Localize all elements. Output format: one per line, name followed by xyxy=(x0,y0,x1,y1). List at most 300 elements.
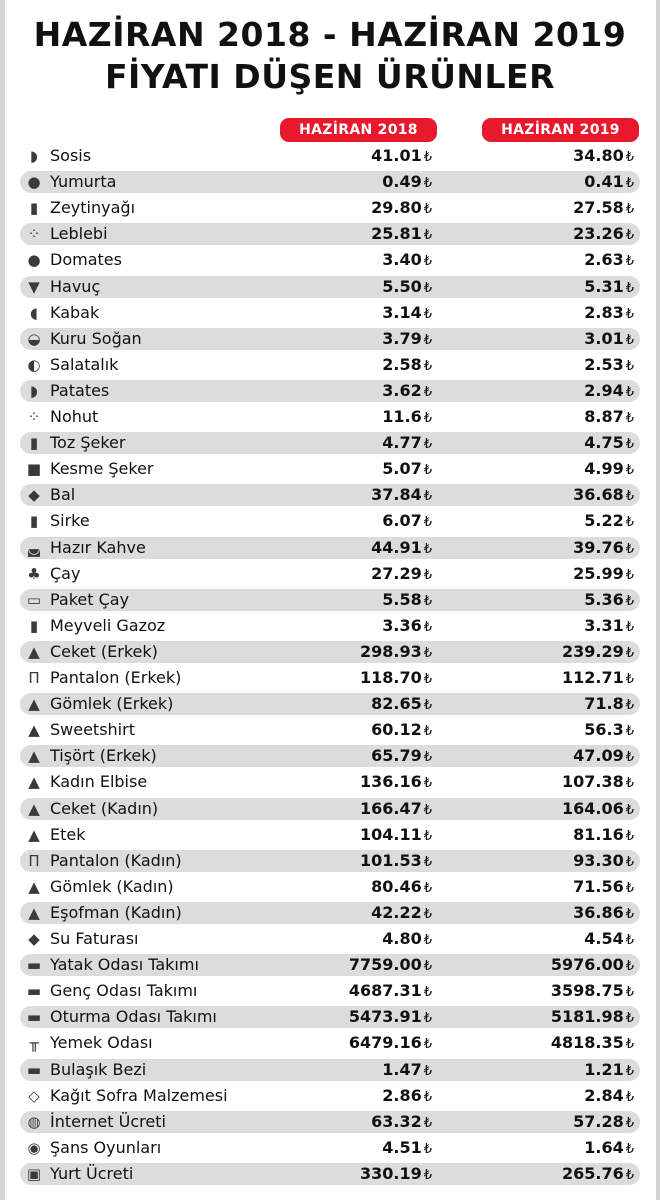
product-name: Çay xyxy=(50,564,81,583)
product-name: Yatak Odası Takımı xyxy=(50,955,199,974)
price-2019 xyxy=(573,745,634,769)
lira-symbol: ₺ xyxy=(625,281,634,296)
globe-icon: ◍ xyxy=(27,1113,41,1131)
price-2019 xyxy=(562,798,634,822)
price-2019-value: 2.84 xyxy=(584,1086,624,1105)
lira-symbol: ₺ xyxy=(625,855,634,870)
dormitory-icon: ▣ xyxy=(26,1165,42,1183)
jacket-icon: ▲ xyxy=(28,643,40,661)
price-2019 xyxy=(562,771,634,795)
price-2018-value: 6.07 xyxy=(382,511,422,530)
row-shade xyxy=(20,484,640,506)
price-2018-value: 3.14 xyxy=(382,303,422,322)
price-2019 xyxy=(551,1032,634,1056)
product-name: Oturma Odası Takımı xyxy=(50,1007,217,1026)
price-2018 xyxy=(360,850,432,874)
price-2019 xyxy=(584,276,634,300)
price-2019 xyxy=(584,510,634,534)
price-2018-value: 118.70 xyxy=(359,668,422,687)
price-2018-value: 2.58 xyxy=(382,355,422,374)
onion-icon: ◒ xyxy=(27,330,41,348)
price-2019 xyxy=(573,484,634,508)
lira-symbol: ₺ xyxy=(625,385,634,400)
product-name: Paket Çay xyxy=(50,590,130,609)
product-name: Kesme Şeker xyxy=(50,459,154,478)
lira-symbol: ₺ xyxy=(423,829,432,844)
price-2019-value: 3598.75 xyxy=(550,981,624,1000)
price-2018-value: 42.22 xyxy=(371,903,422,922)
lira-symbol: ₺ xyxy=(625,933,634,948)
price-2018-value: 44.91 xyxy=(371,538,422,557)
lira-symbol: ₺ xyxy=(423,1116,432,1131)
dining-table-icon: ╥ xyxy=(29,1034,39,1052)
page-title xyxy=(0,14,660,98)
product-name: Hazır Kahve xyxy=(50,538,146,557)
product-name: Yumurta xyxy=(50,172,117,191)
price-2019 xyxy=(584,458,634,482)
price-2018 xyxy=(382,510,432,534)
lira-symbol: ₺ xyxy=(423,307,432,322)
price-2019 xyxy=(584,719,634,743)
price-2018-value: 4687.31 xyxy=(348,981,422,1000)
title-line-1: HAZİRAN 2018 - HAZİRAN 2019 xyxy=(33,15,627,54)
lira-symbol: ₺ xyxy=(625,907,634,922)
price-2019-value: 265.76 xyxy=(561,1164,624,1183)
price-2019-value: 56.3 xyxy=(584,720,624,739)
price-2018-value: 7759.00 xyxy=(348,955,422,974)
price-2018 xyxy=(349,1006,432,1030)
product-name: Gömlek (Kadın) xyxy=(50,877,174,896)
product-name: Ceket (Erkek) xyxy=(50,642,158,661)
lira-symbol: ₺ xyxy=(423,359,432,374)
price-2019-value: 39.76 xyxy=(573,538,624,557)
product-name: Kağıt Sofra Malzemesi xyxy=(50,1086,228,1105)
price-2018 xyxy=(382,615,432,639)
tea-leaf-icon: ♣ xyxy=(27,565,41,583)
lira-symbol: ₺ xyxy=(423,646,432,661)
price-2018-value: 29.80 xyxy=(371,198,422,217)
price-2018-value: 3.36 xyxy=(382,616,422,635)
lira-symbol: ₺ xyxy=(423,489,432,504)
price-2018 xyxy=(382,458,432,482)
price-2019-value: 71.56 xyxy=(573,877,624,896)
product-name: Pantalon (Kadın) xyxy=(50,851,182,870)
lira-symbol: ₺ xyxy=(423,881,432,896)
price-2018 xyxy=(382,928,432,952)
product-name: Su Faturası xyxy=(50,929,139,948)
tracksuit-icon: ▲ xyxy=(28,904,40,922)
price-2019-value: 23.26 xyxy=(573,224,624,243)
price-2018 xyxy=(382,1137,432,1161)
price-2019 xyxy=(573,145,634,169)
lira-symbol: ₺ xyxy=(625,829,634,844)
price-2018-value: 0.49 xyxy=(382,172,422,191)
price-2019-value: 36.68 xyxy=(573,485,624,504)
paper-napkin-icon: ◇ xyxy=(28,1087,40,1105)
lira-symbol: ₺ xyxy=(625,1090,634,1105)
lira-symbol: ₺ xyxy=(625,1037,634,1052)
price-2018 xyxy=(382,589,432,613)
product-name: Nohut xyxy=(50,407,99,426)
lira-symbol: ₺ xyxy=(625,411,634,426)
lira-symbol: ₺ xyxy=(423,803,432,818)
price-2019 xyxy=(584,354,634,378)
lira-symbol: ₺ xyxy=(625,1064,634,1079)
product-name: Meyveli Gazoz xyxy=(50,616,166,635)
price-2019 xyxy=(573,876,634,900)
product-name: Patates xyxy=(50,381,110,400)
lira-symbol: ₺ xyxy=(625,698,634,713)
price-2018-value: 4.51 xyxy=(382,1138,422,1157)
product-name: Ceket (Kadın) xyxy=(50,799,159,818)
sofa-icon: ▬ xyxy=(26,1008,42,1026)
lira-symbol: ₺ xyxy=(423,515,432,530)
lira-symbol: ₺ xyxy=(423,254,432,269)
product-name: Kadın Elbise xyxy=(50,772,148,791)
price-2018 xyxy=(371,693,432,717)
lira-symbol: ₺ xyxy=(423,1142,432,1157)
lira-symbol: ₺ xyxy=(625,150,634,165)
lira-symbol: ₺ xyxy=(423,281,432,296)
lira-symbol: ₺ xyxy=(423,907,432,922)
price-2019 xyxy=(584,171,634,195)
price-2019-value: 5.36 xyxy=(584,590,624,609)
product-name: Kuru Soğan xyxy=(50,329,142,348)
bed-icon: ▬ xyxy=(26,956,42,974)
price-2018-value: 25.81 xyxy=(371,224,422,243)
lira-symbol: ₺ xyxy=(423,228,432,243)
product-name: Havuç xyxy=(50,277,101,296)
price-2019-value: 5.22 xyxy=(584,511,624,530)
lira-symbol: ₺ xyxy=(625,1116,634,1131)
lira-symbol: ₺ xyxy=(423,542,432,557)
price-2018-value: 1.47 xyxy=(382,1060,422,1079)
price-2018 xyxy=(371,197,432,221)
price-2018 xyxy=(371,1111,432,1135)
price-2018 xyxy=(371,537,432,561)
price-2019 xyxy=(584,928,634,952)
lira-symbol: ₺ xyxy=(423,620,432,635)
lira-symbol: ₺ xyxy=(625,202,634,217)
price-2018 xyxy=(360,771,432,795)
price-2018-value: 82.65 xyxy=(371,694,422,713)
product-name: Genç Odası Takımı xyxy=(50,981,198,1000)
price-2019 xyxy=(584,406,634,430)
price-2018-value: 5.07 xyxy=(382,459,422,478)
price-2018 xyxy=(360,824,432,848)
price-2019 xyxy=(584,328,634,352)
price-2019-value: 4.75 xyxy=(584,433,624,452)
lira-symbol: ₺ xyxy=(625,515,634,530)
price-2019 xyxy=(573,850,634,874)
potato-icon: ◗ xyxy=(30,382,38,400)
price-2019 xyxy=(584,302,634,326)
price-2019 xyxy=(584,1059,634,1083)
price-2018 xyxy=(382,328,432,352)
price-2018 xyxy=(360,667,432,691)
lira-symbol: ₺ xyxy=(423,750,432,765)
price-2018-value: 3.62 xyxy=(382,381,422,400)
zucchini-icon: ◖ xyxy=(30,304,38,322)
lira-symbol: ₺ xyxy=(625,959,634,974)
price-2018-value: 6479.16 xyxy=(348,1033,422,1052)
tea-bag-icon: ▭ xyxy=(26,591,42,609)
product-name: Sweetshirt xyxy=(50,720,135,739)
price-2018 xyxy=(371,145,432,169)
price-2019-value: 0.41 xyxy=(584,172,624,191)
price-2018 xyxy=(371,902,432,926)
price-2019-value: 1.21 xyxy=(584,1060,624,1079)
price-2019-value: 93.30 xyxy=(573,851,624,870)
price-2018 xyxy=(371,876,432,900)
row-shade xyxy=(20,276,640,298)
price-2018 xyxy=(371,223,432,247)
price-2019 xyxy=(584,380,634,404)
price-2018-value: 136.16 xyxy=(359,772,422,791)
price-2018 xyxy=(371,719,432,743)
price-2018 xyxy=(382,276,432,300)
shirt-icon: ▲ xyxy=(28,695,40,713)
lira-symbol: ₺ xyxy=(423,776,432,791)
price-2018-value: 101.53 xyxy=(359,851,422,870)
price-2019-value: 71.8 xyxy=(584,694,624,713)
price-2019-value: 112.71 xyxy=(561,668,624,687)
price-2019 xyxy=(584,589,634,613)
lira-symbol: ₺ xyxy=(423,1090,432,1105)
product-name: Eşofman (Kadın) xyxy=(50,903,182,922)
lira-symbol: ₺ xyxy=(625,803,634,818)
price-2018 xyxy=(382,249,432,273)
price-2019-value: 164.06 xyxy=(561,799,624,818)
price-2019-value: 57.28 xyxy=(573,1112,624,1131)
price-2019-value: 3.31 xyxy=(584,616,624,635)
price-2019 xyxy=(584,693,634,717)
price-2019 xyxy=(573,197,634,221)
price-2018-value: 60.12 xyxy=(371,720,422,739)
price-2018 xyxy=(371,563,432,587)
price-2019 xyxy=(584,432,634,456)
price-2018-value: 166.47 xyxy=(359,799,422,818)
price-2018 xyxy=(382,171,432,195)
vinegar-bottle-icon: ▮ xyxy=(29,512,39,530)
price-2018 xyxy=(371,745,432,769)
price-2019-value: 8.87 xyxy=(584,407,624,426)
lira-symbol: ₺ xyxy=(423,933,432,948)
price-2018-value: 65.79 xyxy=(371,746,422,765)
price-2018 xyxy=(349,980,432,1004)
price-2019-value: 239.29 xyxy=(561,642,624,661)
sweatshirt-icon: ▲ xyxy=(28,721,40,739)
product-name: Domates xyxy=(50,250,122,269)
price-2018 xyxy=(382,354,432,378)
chickpea-icon: ⁘ xyxy=(27,408,41,426)
price-2019 xyxy=(573,1111,634,1135)
product-name: Etek xyxy=(50,825,86,844)
product-name: Gömlek (Erkek) xyxy=(50,694,174,713)
row-shade xyxy=(20,380,640,402)
price-2018 xyxy=(382,380,432,404)
price-2018-value: 104.11 xyxy=(359,825,422,844)
price-2019-value: 34.80 xyxy=(573,146,624,165)
price-2019 xyxy=(562,667,634,691)
price-2019 xyxy=(573,223,634,247)
price-2019 xyxy=(584,615,634,639)
price-2018-value: 330.19 xyxy=(359,1164,422,1183)
lira-symbol: ₺ xyxy=(423,463,432,478)
lira-symbol: ₺ xyxy=(625,489,634,504)
price-2018 xyxy=(360,798,432,822)
lira-symbol: ₺ xyxy=(625,333,634,348)
lira-symbol: ₺ xyxy=(423,959,432,974)
egg-icon: ● xyxy=(27,173,41,191)
carrot-icon: ▼ xyxy=(28,278,40,296)
lira-symbol: ₺ xyxy=(625,646,634,661)
price-2019 xyxy=(573,902,634,926)
lira-symbol: ₺ xyxy=(625,228,634,243)
price-2018 xyxy=(382,406,432,430)
price-2019-value: 25.99 xyxy=(573,564,624,583)
price-2019-value: 36.86 xyxy=(573,903,624,922)
price-2019 xyxy=(573,537,634,561)
price-2018 xyxy=(371,484,432,508)
product-name: Kabak xyxy=(50,303,100,322)
price-2019 xyxy=(584,249,634,273)
price-2019 xyxy=(562,1163,634,1187)
dish-cloth-icon: ▬ xyxy=(26,1061,42,1079)
title-line-2: FİYATI DÜŞEN ÜRÜNLER xyxy=(104,57,556,96)
lira-symbol: ₺ xyxy=(625,672,634,687)
olive-oil-icon: ▮ xyxy=(29,199,39,217)
price-2018 xyxy=(349,954,432,978)
lira-symbol: ₺ xyxy=(625,1168,634,1183)
price-2019-value: 4.99 xyxy=(584,459,624,478)
lira-symbol: ₺ xyxy=(625,437,634,452)
lira-symbol: ₺ xyxy=(625,594,634,609)
sausage-icon: ◗ xyxy=(30,147,38,165)
trousers-icon: Π xyxy=(28,669,40,687)
product-name: Sirke xyxy=(50,511,90,530)
lira-symbol: ₺ xyxy=(423,698,432,713)
lira-symbol: ₺ xyxy=(423,437,432,452)
right-frame-border xyxy=(656,0,660,1200)
product-name: Bulaşık Bezi xyxy=(50,1060,147,1079)
chickpea-snack-icon: ⁘ xyxy=(27,225,41,243)
price-2018-value: 5.50 xyxy=(382,277,422,296)
product-name: Toz Şeker xyxy=(50,433,126,452)
soda-bottle-icon: ▮ xyxy=(29,617,39,635)
price-2019 xyxy=(551,954,634,978)
price-2019 xyxy=(573,824,634,848)
price-2018-value: 27.29 xyxy=(371,564,422,583)
row-shade xyxy=(20,223,640,245)
lira-symbol: ₺ xyxy=(423,1168,432,1183)
lira-symbol: ₺ xyxy=(625,542,634,557)
lira-symbol: ₺ xyxy=(423,1037,432,1052)
price-2018-value: 41.01 xyxy=(371,146,422,165)
dress-icon: ▲ xyxy=(28,773,40,791)
price-2018-value: 4.80 xyxy=(382,929,422,948)
price-2019-value: 47.09 xyxy=(573,746,624,765)
lira-symbol: ₺ xyxy=(423,1064,432,1079)
tshirt-icon: ▲ xyxy=(28,747,40,765)
lira-symbol: ₺ xyxy=(625,620,634,635)
price-2018 xyxy=(382,302,432,326)
price-2018-value: 3.40 xyxy=(382,250,422,269)
price-2018-value: 37.84 xyxy=(371,485,422,504)
price-2019-value: 5.31 xyxy=(584,277,624,296)
price-2019-value: 2.63 xyxy=(584,250,624,269)
price-2019-value: 2.53 xyxy=(584,355,624,374)
price-2018-value: 80.46 xyxy=(371,877,422,896)
skirt-icon: ▲ xyxy=(28,826,40,844)
product-name: Bal xyxy=(50,485,76,504)
price-2019-value: 4.54 xyxy=(584,929,624,948)
price-2019-value: 5976.00 xyxy=(550,955,624,974)
single-bed-icon: ▬ xyxy=(26,982,42,1000)
honey-icon: ◆ xyxy=(28,486,40,504)
price-2018-value: 11.6 xyxy=(382,407,422,426)
product-name: Sosis xyxy=(50,146,92,165)
price-2019-value: 27.58 xyxy=(573,198,624,217)
lira-symbol: ₺ xyxy=(625,568,634,583)
sugar-cubes-icon: ■ xyxy=(26,460,42,478)
lira-symbol: ₺ xyxy=(423,411,432,426)
price-2018 xyxy=(360,641,432,665)
product-name: Yemek Odası xyxy=(50,1033,153,1052)
lira-symbol: ₺ xyxy=(423,176,432,191)
product-name: İnternet Ücreti xyxy=(50,1112,166,1131)
lira-symbol: ₺ xyxy=(423,672,432,687)
price-2018 xyxy=(382,1059,432,1083)
product-name: Şans Oyunları xyxy=(50,1138,162,1157)
price-2019-value: 3.01 xyxy=(584,329,624,348)
lira-symbol: ₺ xyxy=(625,776,634,791)
price-2018 xyxy=(349,1032,432,1056)
column-header-2018: HAZİRAN 2018 xyxy=(280,118,437,142)
womens-shirt-icon: ▲ xyxy=(28,878,40,896)
price-2019-value: 1.64 xyxy=(584,1138,624,1157)
product-name: Tişört (Erkek) xyxy=(50,746,157,765)
lira-symbol: ₺ xyxy=(423,150,432,165)
womens-jacket-icon: ▲ xyxy=(28,800,40,818)
lira-symbol: ₺ xyxy=(625,1142,634,1157)
lira-symbol: ₺ xyxy=(423,333,432,348)
price-2019 xyxy=(584,1085,634,1109)
sugar-bag-icon: ▮ xyxy=(29,434,39,452)
tomato-icon: ● xyxy=(27,251,41,269)
price-2018-value: 298.93 xyxy=(359,642,422,661)
lira-symbol: ₺ xyxy=(625,254,634,269)
price-2019 xyxy=(584,1137,634,1161)
price-2019 xyxy=(551,1006,634,1030)
lira-symbol: ₺ xyxy=(423,594,432,609)
price-2018 xyxy=(360,1163,432,1187)
lira-symbol: ₺ xyxy=(625,307,634,322)
column-header-2019: HAZİRAN 2019 xyxy=(482,118,639,142)
water-drop-icon: ◆ xyxy=(28,930,40,948)
womens-trousers-icon: Π xyxy=(28,852,40,870)
price-2018-value: 5473.91 xyxy=(348,1007,422,1026)
price-2018-value: 2.86 xyxy=(382,1086,422,1105)
lira-symbol: ₺ xyxy=(625,1011,634,1026)
coffee-cup-icon: ◛ xyxy=(26,539,42,557)
price-2018-value: 5.58 xyxy=(382,590,422,609)
lira-symbol: ₺ xyxy=(423,568,432,583)
cucumber-icon: ◐ xyxy=(27,356,41,374)
price-2019 xyxy=(562,641,634,665)
lira-symbol: ₺ xyxy=(625,985,634,1000)
lira-symbol: ₺ xyxy=(625,750,634,765)
